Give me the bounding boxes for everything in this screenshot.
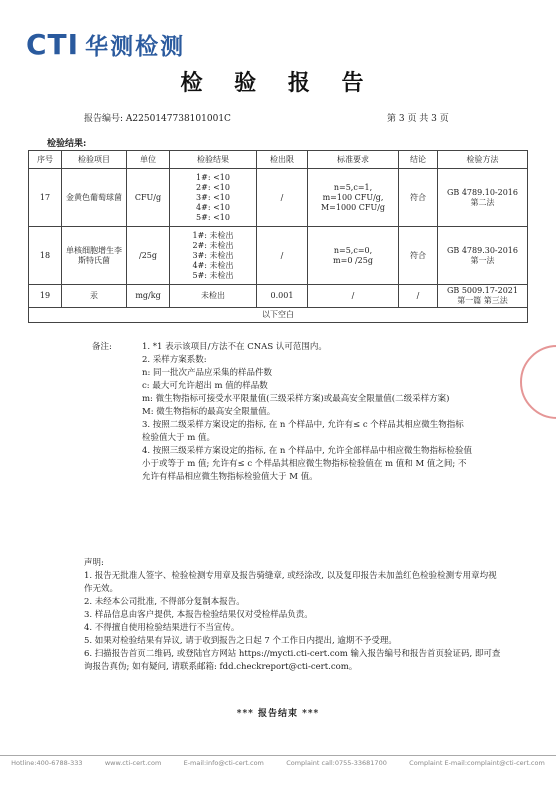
company-logo [26, 28, 185, 61]
footer-hotline: Hotline:400-6788-333 [11, 759, 83, 767]
cell-limit: / [257, 169, 308, 227]
cell-requirement [308, 169, 399, 227]
cell-result: 未检出 [170, 285, 257, 308]
header-requirement: 标准要求 [308, 151, 399, 169]
cell-conclusion: 符合 [399, 227, 438, 285]
cell-method [438, 169, 528, 227]
requirement-line: m=100 CFU/g, [322, 192, 384, 202]
table-row [29, 285, 528, 308]
cell-unit: /25g [127, 227, 170, 285]
page-footer [0, 755, 556, 767]
statement-line: 1. 报告无批准人签字、检验检测专用章及报告骑缝章, 或经涂改, 以及复印报告未加盖红色检验检测专用章均视作无效。 [84, 571, 497, 594]
red-seal-stamp [520, 345, 556, 419]
results-table [28, 150, 528, 323]
result-line: 3#: <10 [196, 192, 230, 202]
report-number [84, 111, 231, 124]
header-result: 检验结果 [170, 151, 257, 169]
cell-method [438, 227, 528, 285]
header-unit: 单位 [127, 151, 170, 169]
result-line: 4#: 未检出 [192, 260, 234, 270]
cell-item: 单核细胞增生李斯特氏菌 [62, 227, 127, 285]
remark-line: c: 最大可允许超出 m 值的样品数 [142, 381, 268, 391]
cell-item: 汞 [62, 285, 127, 308]
cell-item: 金黄色葡萄球菌 [62, 169, 127, 227]
footer-website: www.cti-cert.com [104, 759, 162, 767]
remark-line: M: 微生物指标的最高安全限量值。 [142, 407, 276, 417]
page-info: 第 3 页 共 3 页 [387, 114, 449, 124]
requirement-line: M=1000 CFU/g [320, 202, 386, 212]
table-row [29, 169, 528, 227]
footer-email: E-mail:info@cti-cert.com [183, 759, 264, 767]
blank-note-row [29, 308, 528, 323]
cell-method [438, 285, 528, 308]
cell-requirement [308, 227, 399, 285]
method-line: GB 5009.17-2021 [447, 286, 518, 295]
logo-chinese-name: 华测检测 [85, 34, 186, 60]
remark-line: 1. *1 表示该项目/方法不在 CNAS 认可范围内。 [142, 342, 327, 352]
cell-conclusion: / [399, 285, 438, 308]
report-number-label: 报告编号: [84, 114, 124, 124]
table-header-row [29, 151, 528, 169]
statement-label: 声明: [84, 558, 104, 568]
statement-line: 6. 扫描报告首页二维码, 或登陆官方网站 https://mycti.cti-cert.com 输入报告编号和报告首页验证码, 即可查询报告真伪; 如有疑问, 请联系邮箱: fdd.checkreport@cti-cert.com。 [84, 649, 501, 672]
header-limit: 检出限 [257, 151, 308, 169]
header-conclusion: 结论 [399, 151, 438, 169]
cell-seq: 19 [29, 285, 62, 308]
cell-limit: 0.001 [257, 285, 308, 308]
cell-unit: CFU/g [127, 169, 170, 227]
requirement-line: m=0 /25g [333, 255, 373, 265]
remark-line: n: 同一批次产品应采集的样品件数 [142, 368, 273, 378]
remark-line: 2. 采样方案系数: [142, 355, 207, 365]
header-method: 检验方法 [438, 151, 528, 169]
section-label: 检验结果: [47, 139, 87, 149]
cell-result [170, 227, 257, 285]
cell-seq: 17 [29, 169, 62, 227]
remark-line: 4. 按照三级采样方案设定的指标, 在 n 个样品中, 允许全部样品中相应微生物指标检验值小于或等于 m 值; 允许有≤ c 个样品其相应微生物指标检验值在 m 值和 M 值之间; 不允许有样品相应微生物指标检验值大于 M 值。 [142, 446, 473, 482]
method-line: GB 4789.10-2016 [447, 187, 518, 197]
result-line: 2#: <10 [196, 182, 230, 192]
report-number-value: A2250147738101001C [125, 114, 231, 124]
statement-line: 3. 样品信息由客户提供, 本报告检验结果仅对受检样品负责。 [84, 610, 313, 620]
method-line: 第二法 [470, 197, 495, 207]
remarks-block [92, 341, 472, 484]
remark-line: 3. 按照二级采样方案设定的指标, 在 n 个样品中, 允许有≤ c 个样品其相应微生物指标检验值大于 m 值。 [142, 420, 464, 443]
result-line: 5#: <10 [196, 212, 230, 222]
footer-complaint-call: Complaint call:0755-33681700 [286, 759, 387, 767]
footer-complaint-email: Complaint E-mail:complaint@cti-cert.com [409, 759, 545, 767]
result-line: 4#: <10 [196, 202, 230, 212]
statement-line: 5. 如果对检验结果有异议, 请于收到报告之日起 7 个工作日内提出, 逾期不予受理。 [84, 636, 397, 646]
cell-seq: 18 [29, 227, 62, 285]
method-line: 第一篇 第三法 [457, 296, 508, 305]
cell-conclusion: 符合 [399, 169, 438, 227]
cell-result [170, 169, 257, 227]
result-line: 1#: 未检出 [192, 230, 234, 240]
statement-line: 4. 不得擅自使用检验结果进行不当宣传。 [84, 623, 240, 633]
statement-line: 2. 未经本公司批准, 不得部分复制本报告。 [84, 597, 245, 607]
cell-requirement: / [308, 285, 399, 308]
method-line: GB 4789.30-2016 [447, 245, 518, 255]
report-end-mark: *** 报告结束 *** [236, 709, 320, 719]
logo-mark: CTI [26, 28, 80, 61]
cell-limit: / [257, 227, 308, 285]
remark-line: m: 微生物指标可接受水平限量值(三级采样方案)或最高安全限量值(二级采样方案) [142, 394, 450, 404]
blank-note: 以下空白 [29, 308, 528, 323]
cell-unit: mg/kg [127, 285, 170, 308]
result-line: 5#: 未检出 [192, 270, 234, 280]
result-line: 2#: 未检出 [192, 240, 234, 250]
method-line: 第一法 [470, 255, 495, 265]
header-item: 检验项目 [62, 151, 127, 169]
table-row [29, 227, 528, 285]
remarks-label: 备注: [92, 342, 112, 352]
requirement-line: n=5,c=1, [333, 182, 373, 192]
header-seq: 序号 [29, 151, 62, 169]
report-title: 检 验 报 告 [180, 70, 376, 96]
result-line: 1#: <10 [196, 172, 230, 182]
statement-block [84, 557, 504, 674]
requirement-line: n=5,c=0, [333, 245, 373, 255]
result-line: 3#: 未检出 [192, 250, 234, 260]
